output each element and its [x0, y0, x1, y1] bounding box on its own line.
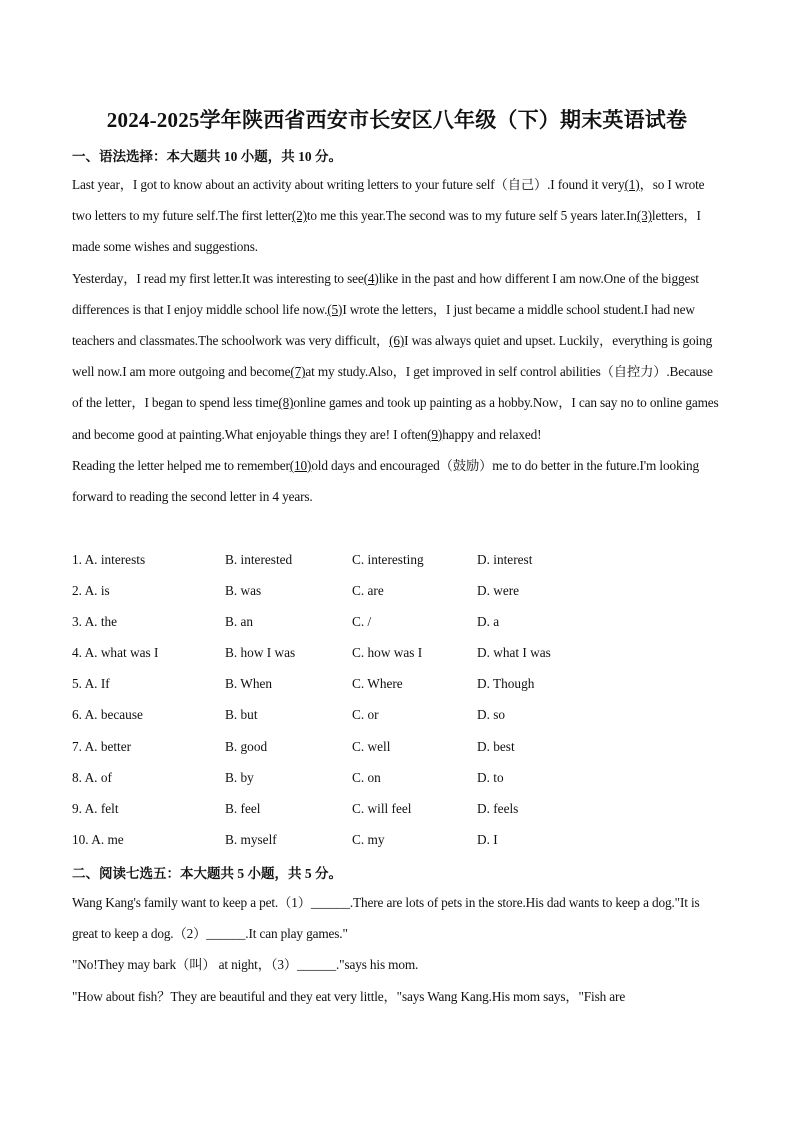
option-choice: B. interested [225, 552, 293, 567]
option-choice: D. were [477, 583, 520, 599]
option-row [72, 699, 724, 730]
option-choice: C. or [352, 707, 379, 723]
option-choice: B. good [225, 738, 268, 754]
option-choice: B. When [225, 676, 273, 692]
option-row [72, 793, 724, 824]
passage-paragraph [72, 263, 724, 450]
option-choice: D. I [477, 831, 498, 847]
option-choice: C. / [352, 614, 372, 630]
option-choice: C. interesting [352, 552, 424, 567]
option-choice: 7. A. better [72, 738, 132, 754]
option-choice: 8. A. of [72, 769, 112, 785]
option-row [72, 824, 724, 855]
blank-number: (4) [363, 270, 379, 286]
option-choice: C. will feel [352, 800, 412, 816]
reading-passage [72, 887, 724, 1012]
option-choice: 2. A. is [72, 583, 110, 599]
blank-number: (1) [624, 177, 640, 192]
option-choice: D. so [477, 707, 506, 723]
option-choice: D. Though [477, 676, 535, 692]
section1-heading: 一、语法选择：本大题共 10 小题，共 10 分。 [72, 149, 342, 164]
option-choice: C. are [352, 583, 384, 599]
option-choice: C. how was I [352, 645, 423, 661]
grammar-options [72, 544, 724, 855]
option-choice: B. myself [225, 831, 277, 847]
option-row [72, 668, 724, 699]
grammar-passage [72, 169, 724, 512]
passage-text: letters，I made some wishes and suggestions. [72, 208, 701, 255]
option-choice: 1. A. interests [72, 552, 146, 567]
option-choice: D. interest [477, 552, 533, 567]
option-choice: D. what I was [477, 645, 551, 661]
section2-heading: 二、阅读七选五：本大题共 5 小题，共 5 分。 [72, 866, 342, 881]
passage-text: like in the past and how different I am now.One of the biggest differences is that I enjoy middle school life now. [72, 270, 699, 317]
option-choice: D. best [477, 738, 515, 754]
option-choice: C. well [352, 738, 391, 754]
passage-text: online games and took up painting as a hobby.Now，I can say no to online games and become good at painting.What enjoyable things they are! I often [72, 395, 719, 442]
passage-text: to me this year.The second was to my future self 5 years later.In [306, 208, 637, 224]
option-choice: 5. A. If [72, 676, 110, 692]
passage-text: Yesterday，I read my first letter.It was interesting to see [72, 270, 364, 286]
passage-text: at my study.Also，I get improved in self control abilities（自控力）.Because of the letter，I began to spend less time [72, 364, 713, 411]
option-choice: 10. A. me [72, 831, 124, 847]
option-choice: 6. A. because [72, 707, 143, 723]
option-choice: C. Where [352, 676, 403, 692]
blank-number: (2) [291, 208, 307, 224]
blank-number: (5) [327, 301, 343, 317]
option-row [72, 544, 724, 575]
passage-text: I wrote the letters，I just became a middle school student.I had new teachers and classmates.The schoolwork was very difficult， [72, 301, 695, 349]
option-choice: 9. A. felt [72, 800, 119, 816]
blank-number: (10) [289, 457, 312, 473]
option-choice: B. feel [225, 800, 261, 816]
option-choice: B. how I was [225, 645, 296, 661]
option-choice: C. my [352, 831, 385, 847]
blank-number: (7) [290, 364, 306, 380]
option-choice: 4. A. what was I [72, 645, 159, 661]
option-choice: B. an [225, 614, 254, 630]
option-choice: B. by [225, 769, 254, 785]
passage-text: I was always quiet and upset. Luckily，everything is going well now.I am more outgoing and become [72, 333, 713, 380]
option-choice: C. on [352, 769, 381, 785]
reading-line: "No!They may bark（叫） at night，（3）______."says his mom. [72, 957, 419, 973]
option-choice: D. to [477, 769, 504, 785]
option-choice: D. a [477, 614, 500, 630]
option-row [72, 575, 724, 606]
option-row [72, 731, 724, 762]
option-choice: B. was [225, 583, 262, 599]
passage-text: happy and relaxed! [442, 426, 542, 442]
option-row [72, 637, 724, 668]
option-row [72, 606, 724, 637]
option-row [72, 762, 724, 793]
passage-text: Last year，I got to know about an activity about writing letters to your future self（自己）.I found it very [72, 177, 625, 192]
blank-number: (6) [389, 333, 405, 349]
page-title: 2024-2025学年陕西省西安市长安区八年级（下）期末英语试卷 [106, 108, 688, 132]
passage-paragraph [72, 169, 724, 263]
blank-number: (9) [427, 426, 443, 442]
option-choice: 3. A. the [72, 614, 118, 630]
reading-line: "How about fish？They are beautiful and they eat very little，"says Wang Kang.His mom says，"Fish are [72, 988, 626, 1004]
passage-paragraph [72, 450, 724, 512]
blank-number: (3) [636, 208, 652, 224]
option-choice: D. feels [477, 800, 519, 816]
option-choice: B. but [225, 707, 258, 723]
reading-line: Wang Kang's family want to keep a pet.（1）______.There are lots of pets in the store.His dad wants to keep a dog."It is great to keep a dog.（2）______.It can play games." [72, 895, 700, 942]
passage-text: Reading the letter helped me to remember [72, 457, 290, 473]
passage-text: ，so I wrote two letters to my future self.The first letter [72, 177, 705, 224]
passage-text: old days and encouraged（鼓励）me to do better in the future.I'm looking forward to reading the second letter in 4 years. [72, 457, 699, 505]
blank-number: (8) [278, 395, 294, 411]
